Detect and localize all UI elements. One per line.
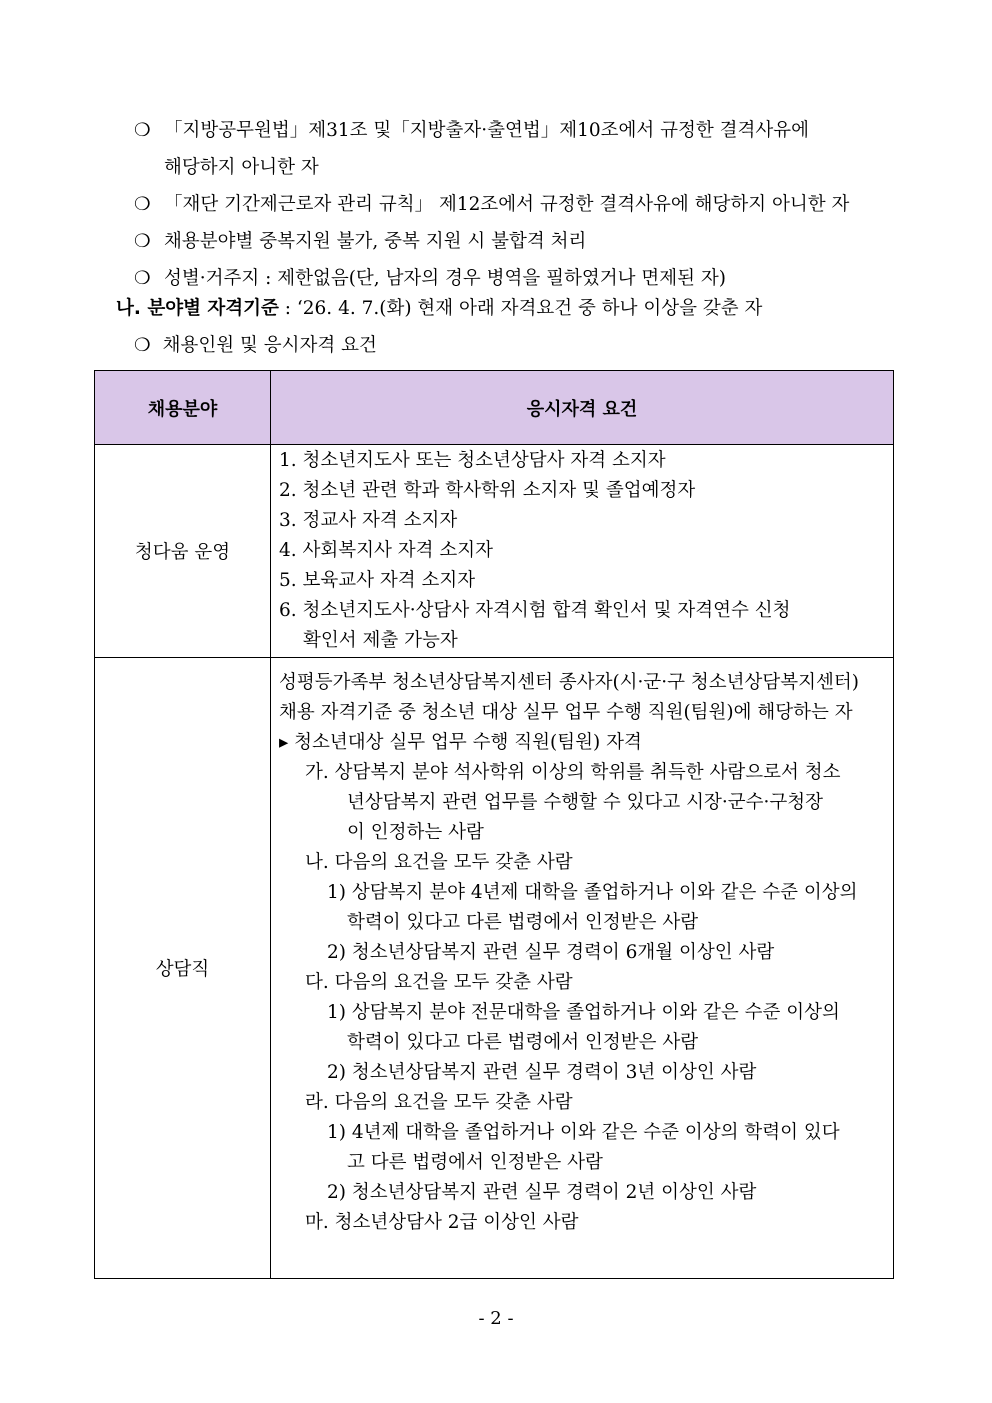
requirement-line: 1) 상담복지 분야 전문대학을 졸업하거나 이와 같은 수준 이상의: [327, 1002, 840, 1023]
table-header-row: [95, 371, 894, 445]
field-name: 상담직: [95, 658, 271, 1279]
circle-bullet-icon: ❍: [134, 231, 151, 252]
sub-bullet: [134, 327, 377, 364]
requirement-line: 년상담복지 관련 업무를 수행할 수 있다고 시장·군수·구청장: [347, 792, 823, 813]
requirement-line: 학력이 있다고 다른 법령에서 인정받은 사람: [347, 912, 699, 933]
eligibility-bullets: [134, 112, 904, 297]
requirement-line: 1. 청소년지도사 또는 청소년상담사 자격 소지자: [279, 450, 666, 471]
requirements-lines: [271, 658, 893, 1278]
requirement-line: ▸ 청소년대상 실무 업무 수행 직원(팀원) 자격: [279, 732, 642, 753]
bullet-text: 채용분야별 중복지원 불가, 중복 지원 시 불합격 처리: [164, 231, 587, 252]
requirement-line: 2) 청소년상담복지 관련 실무 경력이 3년 이상인 사람: [327, 1062, 757, 1083]
requirement-line: 2) 청소년상담복지 관련 실무 경력이 2년 이상인 사람: [327, 1182, 757, 1203]
requirement-line: 4. 사회복지사 자격 소지자: [279, 540, 494, 561]
requirement-line: 1) 상담복지 분야 4년제 대학을 졸업하거나 이와 같은 수준 이상의: [327, 882, 858, 903]
requirement-line: 마. 청소년상담사 2급 이상인 사람: [305, 1212, 579, 1233]
requirement-line: 학력이 있다고 다른 법령에서 인정받은 사람: [347, 1032, 699, 1053]
requirement-line: 라. 다음의 요건을 모두 갖춘 사람: [305, 1092, 573, 1113]
requirements-cell: [271, 445, 894, 658]
header-field: 채용분야: [95, 371, 271, 445]
header-requirements: 응시자격 요건: [271, 371, 894, 445]
requirement-line: 다. 다음의 요건을 모두 갖춘 사람: [305, 972, 573, 993]
bullet-item: [134, 186, 904, 223]
section-title: 나. 분야별 자격기준: [116, 298, 279, 319]
bullet-item: [134, 112, 904, 149]
page-number: - 2 -: [478, 1308, 514, 1329]
section-description: : ‘26. 4. 7.(화) 현재 아래 자격요건 중 하나 이상을 갖춘 자: [278, 298, 763, 319]
circle-bullet-icon: ❍: [134, 268, 151, 289]
requirement-line: 확인서 제출 가능자: [303, 630, 458, 651]
bullet-item: [134, 223, 904, 260]
circle-bullet-icon: ❍: [134, 335, 151, 356]
requirement-line: 고 다른 법령에서 인정받은 사람: [347, 1152, 603, 1173]
bullet-item: [134, 149, 904, 186]
requirement-line: 이 인정하는 사람: [347, 822, 484, 843]
requirements-lines: [271, 445, 893, 657]
requirement-line: 1) 4년제 대학을 졸업하거나 이와 같은 수준 이상의 학력이 있다: [327, 1122, 840, 1143]
requirement-line: 나. 다음의 요건을 모두 갖춘 사람: [305, 852, 573, 873]
field-name: 청다움 운영: [95, 445, 271, 658]
requirement-line: 2. 청소년 관련 학과 학사학위 소지자 및 졸업예정자: [279, 480, 696, 501]
sub-bullet-text: 채용인원 및 응시자격 요건: [162, 335, 377, 356]
bullet-text: 「재단 기간제근로자 관리 규칙」 제12조에서 규정한 결격사유에 해당하지 아니한 자: [164, 194, 850, 215]
qualification-table: [94, 370, 894, 1279]
section-heading: [116, 290, 762, 327]
requirement-line: 성평등가족부 청소년상담복지센터 종사자(시·군·구 청소년상담복지센터): [279, 672, 859, 693]
table-row: [95, 658, 894, 1279]
bullet-text: 성별·거주지 : 제한없음(단, 남자의 경우 병역을 필하였거나 면제된 자): [164, 268, 726, 289]
circle-bullet-icon: ❍: [134, 194, 151, 215]
requirement-line: 2) 청소년상담복지 관련 실무 경력이 6개월 이상인 사람: [327, 942, 775, 963]
requirement-line: 3. 정교사 자격 소지자: [279, 510, 458, 531]
table-row: [95, 445, 894, 658]
bullet-text: 「지방공무원법」제31조 및「지방출자·출연법」제10조에서 규정한 결격사유에: [164, 120, 809, 141]
requirement-line: 가. 상담복지 분야 석사학위 이상의 학위를 취득한 사람으로서 청소: [305, 762, 841, 783]
requirement-line: 5. 보육교사 자격 소지자: [279, 570, 476, 591]
requirements-cell: [271, 658, 894, 1279]
requirement-line: 채용 자격기준 중 청소년 대상 실무 업무 수행 직원(팀원)에 해당하는 자: [279, 702, 853, 723]
bullet-text: 해당하지 아니한 자: [164, 157, 319, 178]
requirement-line: 6. 청소년지도사·상담사 자격시험 합격 확인서 및 자격연수 신청: [279, 600, 791, 621]
circle-bullet-icon: ❍: [134, 120, 151, 141]
